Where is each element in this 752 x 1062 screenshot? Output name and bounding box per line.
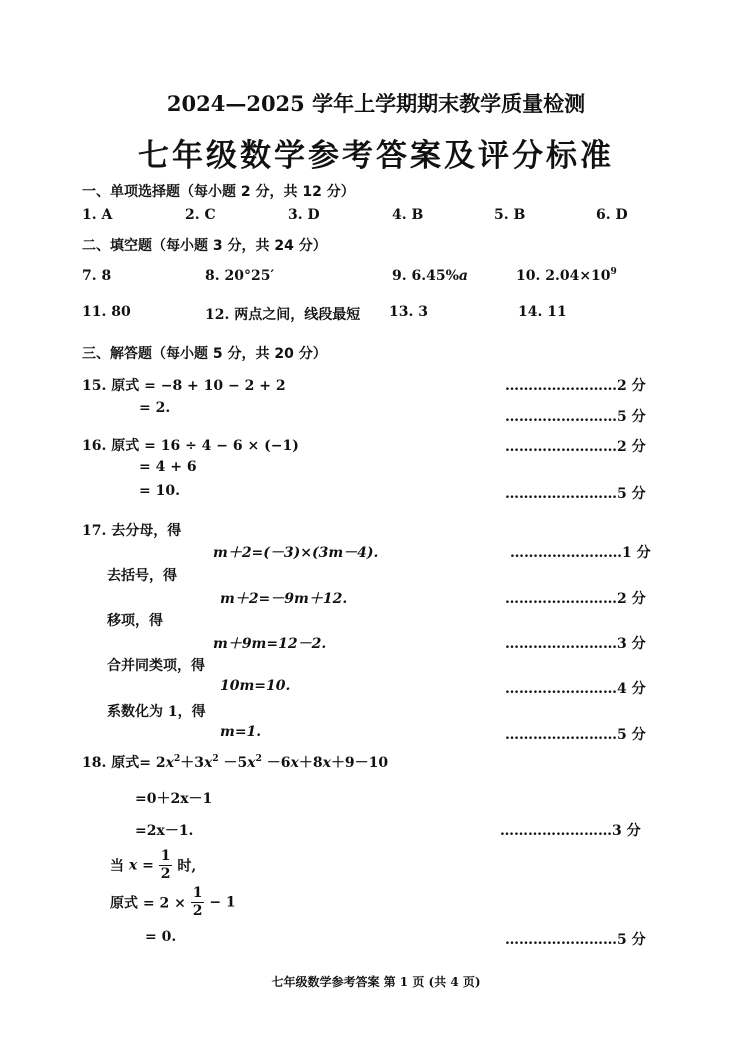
q17-step1: 17. 去分母，得 (82, 523, 182, 539)
q17-step5: 系数化为 1，得 (107, 704, 206, 720)
page-title: 2024—2025 学年上学期期末教学质量检测 (166, 91, 586, 116)
q18-fraction-half: $\frac{1}{2}$ (160, 848, 171, 882)
q16-line2: = 4 + 6 (139, 459, 197, 475)
section-heading-choice: 一、单项选择题（每小题 2 分，共 12 分） (82, 184, 355, 200)
answer-12: 12. 两点之间，线段最短 (205, 307, 361, 323)
q18-line1: 18. 原式= $2x^2+3x^2 -5x^2 -6x+8x+9-10$ (82, 754, 389, 771)
q18-fraction-half-2: $\frac{1}{2}$ (192, 885, 203, 919)
q17-eq4: 10m=10. (220, 678, 291, 694)
q17-step2: 去括号，得 (107, 568, 177, 584)
answer-1: 1. A (82, 207, 113, 223)
answer-13: 13. 3 (389, 304, 428, 320)
q17-eq3: m＋9m=12－2. (213, 636, 327, 652)
answer-7: 7. 8 (82, 268, 112, 284)
q17-score-3: ……………………3 分 (505, 636, 646, 652)
q17-score-1: ……………………1 分 (510, 545, 651, 561)
q17-score-2: ……………………2 分 (505, 591, 646, 607)
answer-14: 14. 11 (518, 304, 567, 320)
q16-score-1: ……………………2 分 (505, 439, 646, 455)
q18-line3: =2x－1. (135, 823, 194, 839)
answer-3: 3. D (288, 207, 320, 223)
q17-score-5: ……………………5 分 (505, 727, 646, 743)
q17-step4: 合并同类项，得 (107, 658, 205, 674)
q17-eq2: m＋2=－9m＋12. (220, 591, 348, 607)
section-heading-solve: 三、解答题（每小题 5 分，共 20 分） (82, 346, 327, 362)
answer-8: 8. 20°25′ (205, 268, 275, 284)
q17-eq1: m＋2=(－3)×(3m－4). (213, 545, 379, 561)
page-subtitle: 七年级数学参考答案及评分标准 (138, 138, 614, 174)
answer-2: 2. C (185, 207, 216, 223)
q18-when: 当 x = $\frac{1}{2}$ 时, (110, 848, 197, 882)
q16-line1: 16. 原式 = 16 ÷ 4 − 6 × (−1) (82, 438, 299, 454)
answer-5: 5. B (494, 207, 526, 223)
answer-11: 11. 80 (82, 304, 131, 320)
q17-step3: 移项，得 (107, 613, 163, 629)
q16-score-2: ……………………5 分 (505, 486, 646, 502)
q16-line3: = 10. (139, 483, 180, 499)
q18-score-2: ……………………5 分 (505, 932, 646, 948)
q15-score-2: ……………………5 分 (505, 409, 646, 425)
answer-6: 6. D (596, 207, 628, 223)
q18-line2: =0＋2x－1 (135, 791, 213, 807)
q17-score-4: ……………………4 分 (505, 681, 646, 697)
answer-4: 4. B (392, 207, 424, 223)
section-heading-fill: 二、填空题（每小题 3 分，共 24 分） (82, 238, 327, 254)
q15-score-1: ……………………2 分 (505, 378, 646, 394)
q15-line1: 15. 原式 = −8 + 10 − 2 + 2 (82, 378, 286, 394)
q17-eq5: m=1. (220, 724, 262, 740)
q18-score-1: ……………………3 分 (500, 823, 641, 839)
q18-result: = 0. (145, 929, 177, 945)
answer-9: 9. 6.45%a (392, 268, 468, 284)
answer-10: 10. $2.04\times 10^9$ (516, 267, 617, 284)
page-footer: 七年级数学参考答案 第 1 页 (共 4 页) (271, 975, 481, 989)
q15-line2: = 2. (139, 400, 171, 416)
q18-original: 原式 = 2 × $\frac{1}{2}$ − 1 (110, 885, 236, 919)
